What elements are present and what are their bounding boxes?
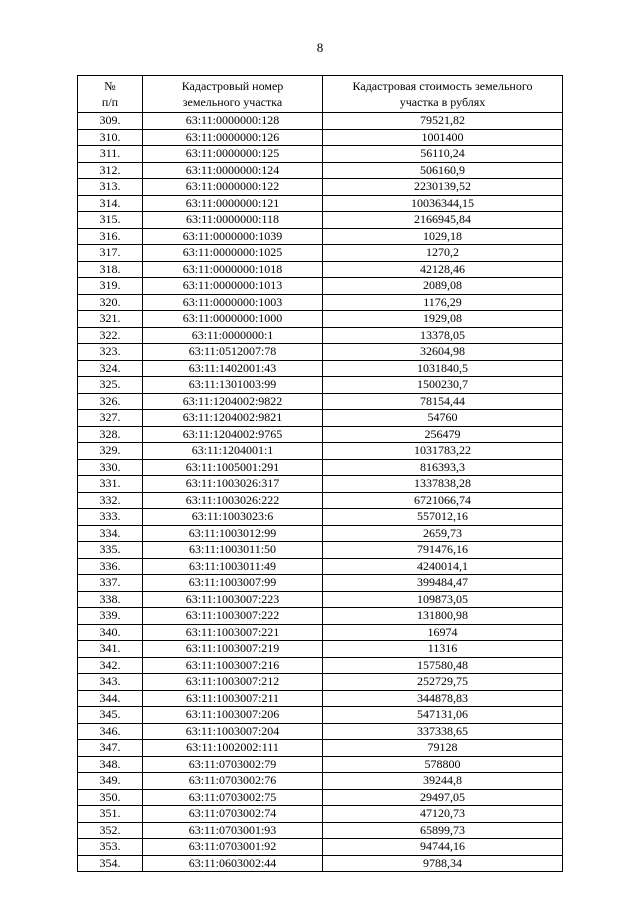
table-row (78, 360, 563, 377)
table-row (78, 822, 563, 839)
row-number-cell: 317. (78, 245, 143, 262)
cadastral-value-cell: 256479 (323, 426, 563, 443)
row-number-cell: 326. (78, 393, 143, 410)
row-number-cell: 331. (78, 476, 143, 493)
cadastral-number-cell: 63:11:1003007:204 (143, 723, 323, 740)
cadastral-number-cell: 63:11:1003026:317 (143, 476, 323, 493)
cadastral-value-cell: 1337838,28 (323, 476, 563, 493)
table-row (78, 641, 563, 658)
table-row (78, 327, 563, 344)
row-number-cell: 337. (78, 575, 143, 592)
row-number-cell: 324. (78, 360, 143, 377)
cadastral-value-cell: 1031840,5 (323, 360, 563, 377)
table-row (78, 756, 563, 773)
cadastral-value-table (77, 75, 563, 872)
row-number-cell: 334. (78, 525, 143, 542)
table-row (78, 443, 563, 460)
table-row (78, 492, 563, 509)
cadastral-value-cell: 9788,34 (323, 855, 563, 872)
row-number-cell: 351. (78, 806, 143, 823)
cadastral-number-cell: 63:11:0000000:1 (143, 327, 323, 344)
table-row (78, 740, 563, 757)
cadastral-number-cell: 63:11:1003007:206 (143, 707, 323, 724)
row-number-cell: 350. (78, 789, 143, 806)
table-row (78, 377, 563, 394)
row-number-cell: 345. (78, 707, 143, 724)
row-number-cell: 332. (78, 492, 143, 509)
cadastral-value-cell: 1029,18 (323, 228, 563, 245)
cadastral-value-cell: 2230139,52 (323, 179, 563, 196)
cadastral-value-cell: 13378,05 (323, 327, 563, 344)
table-row (78, 195, 563, 212)
cadastral-value-cell: 252729,75 (323, 674, 563, 691)
row-number-cell: 319. (78, 278, 143, 295)
cadastral-number-cell: 63:11:0703001:92 (143, 839, 323, 856)
cadastral-number-cell: 63:11:1204002:9821 (143, 410, 323, 427)
cadastral-value-cell: 131800,98 (323, 608, 563, 625)
table-row (78, 245, 563, 262)
table-row (78, 624, 563, 641)
header-line: Кадастровый номер (181, 79, 284, 93)
cadastral-value-cell: 2089,08 (323, 278, 563, 295)
table-row (78, 129, 563, 146)
cadastral-value-cell: 1500230,7 (323, 377, 563, 394)
cadastral-value-cell: 79521,82 (323, 113, 563, 130)
table-row (78, 657, 563, 674)
cadastral-value-cell: 10036344,15 (323, 195, 563, 212)
cadastral-number-cell: 63:11:1003007:223 (143, 591, 323, 608)
cadastral-value-cell: 79128 (323, 740, 563, 757)
cadastral-value-cell: 29497,05 (323, 789, 563, 806)
cadastral-number-cell: 63:11:0000000:122 (143, 179, 323, 196)
row-number-cell: 314. (78, 195, 143, 212)
table-row (78, 509, 563, 526)
table-row (78, 839, 563, 856)
row-number-cell: 321. (78, 311, 143, 328)
row-number-cell: 320. (78, 294, 143, 311)
cadastral-number-cell: 63:11:1204002:9765 (143, 426, 323, 443)
cadastral-number-cell: 63:11:1003026:222 (143, 492, 323, 509)
cadastral-number-cell: 63:11:1003011:50 (143, 542, 323, 559)
row-number-cell: 328. (78, 426, 143, 443)
cadastral-value-cell: 547131,06 (323, 707, 563, 724)
cadastral-number-cell: 63:11:1003007:221 (143, 624, 323, 641)
table-row (78, 608, 563, 625)
row-number-cell: 340. (78, 624, 143, 641)
row-number-cell: 329. (78, 443, 143, 460)
cadastral-number-cell: 63:11:1003012:99 (143, 525, 323, 542)
header-line: п/п (101, 95, 119, 109)
cadastral-value-cell: 1001400 (323, 129, 563, 146)
cadastral-value-cell: 1176,29 (323, 294, 563, 311)
row-number-cell: 348. (78, 756, 143, 773)
table-row (78, 789, 563, 806)
cadastral-value-cell: 94744,16 (323, 839, 563, 856)
cadastral-value-cell: 1270,2 (323, 245, 563, 262)
cadastral-number-cell: 63:11:1204001:1 (143, 443, 323, 460)
row-number-cell: 325. (78, 377, 143, 394)
cadastral-number-cell: 63:11:0000000:125 (143, 146, 323, 163)
cadastral-number-cell: 63:11:1204002:9822 (143, 393, 323, 410)
cadastral-number-cell: 63:11:0000000:124 (143, 162, 323, 179)
table-row (78, 311, 563, 328)
row-number-cell: 341. (78, 641, 143, 658)
cadastral-number-cell: 63:11:1003007:212 (143, 674, 323, 691)
row-number-cell: 309. (78, 113, 143, 130)
cadastral-value-cell: 791476,16 (323, 542, 563, 559)
table-row (78, 707, 563, 724)
table-row (78, 542, 563, 559)
cadastral-number-cell: 63:11:1402001:43 (143, 360, 323, 377)
table-row (78, 558, 563, 575)
cadastral-value-cell: 557012,16 (323, 509, 563, 526)
cadastral-number-cell: 63:11:0000000:1039 (143, 228, 323, 245)
row-number-cell: 318. (78, 261, 143, 278)
row-number-cell: 323. (78, 344, 143, 361)
cadastral-number-cell: 63:11:0000000:1003 (143, 294, 323, 311)
row-number-cell: 313. (78, 179, 143, 196)
table-row (78, 294, 563, 311)
cadastral-number-cell: 63:11:0000000:118 (143, 212, 323, 229)
cadastral-value-cell: 157580,48 (323, 657, 563, 674)
cadastral-number-cell: 63:11:0703001:93 (143, 822, 323, 839)
cadastral-value-cell: 1929,08 (323, 311, 563, 328)
table-row (78, 278, 563, 295)
header-row (78, 76, 563, 113)
cadastral-number-cell: 63:11:1301003:99 (143, 377, 323, 394)
cadastral-value-cell: 47120,73 (323, 806, 563, 823)
table-row (78, 146, 563, 163)
header-line: земельного участка (182, 95, 283, 109)
table-row (78, 344, 563, 361)
header-cadastral-value (323, 76, 563, 113)
cadastral-number-cell: 63:11:0703002:75 (143, 789, 323, 806)
row-number-cell: 330. (78, 459, 143, 476)
cadastral-value-cell: 54760 (323, 410, 563, 427)
cadastral-number-cell: 63:11:1003007:219 (143, 641, 323, 658)
row-number-cell: 352. (78, 822, 143, 839)
cadastral-value-cell: 2166945,84 (323, 212, 563, 229)
row-number-cell: 354. (78, 855, 143, 872)
cadastral-value-cell: 399484,47 (323, 575, 563, 592)
row-number-cell: 315. (78, 212, 143, 229)
header-cadastral-number (143, 76, 323, 113)
table-row (78, 410, 563, 427)
table-row (78, 690, 563, 707)
cadastral-value-cell: 42128,46 (323, 261, 563, 278)
cadastral-value-cell: 4240014,1 (323, 558, 563, 575)
row-number-cell: 349. (78, 773, 143, 790)
cadastral-number-cell: 63:11:1003007:222 (143, 608, 323, 625)
cadastral-number-cell: 63:11:0603002:44 (143, 855, 323, 872)
cadastral-number-cell: 63:11:0000000:1025 (143, 245, 323, 262)
table-row (78, 162, 563, 179)
cadastral-number-cell: 63:11:0000000:1013 (143, 278, 323, 295)
table-row (78, 459, 563, 476)
row-number-cell: 338. (78, 591, 143, 608)
cadastral-value-cell: 578800 (323, 756, 563, 773)
table-row (78, 855, 563, 872)
row-number-cell: 333. (78, 509, 143, 526)
row-number-cell: 335. (78, 542, 143, 559)
row-number-cell: 342. (78, 657, 143, 674)
cadastral-number-cell: 63:11:0000000:1000 (143, 311, 323, 328)
page-number: 8 (316, 40, 324, 55)
row-number-cell: 343. (78, 674, 143, 691)
table-row (78, 806, 563, 823)
row-number-cell: 312. (78, 162, 143, 179)
cadastral-number-cell: 63:11:1003007:211 (143, 690, 323, 707)
table-row (78, 426, 563, 443)
cadastral-value-cell: 16974 (323, 624, 563, 641)
cadastral-number-cell: 63:11:0000000:126 (143, 129, 323, 146)
row-number-cell: 311. (78, 146, 143, 163)
cadastral-value-cell: 32604,98 (323, 344, 563, 361)
row-number-cell: 310. (78, 129, 143, 146)
header-line: участка в рублях (399, 95, 486, 109)
cadastral-number-cell: 63:11:0000000:1018 (143, 261, 323, 278)
cadastral-value-cell: 506160,9 (323, 162, 563, 179)
cadastral-value-cell: 344878,83 (323, 690, 563, 707)
row-number-cell: 344. (78, 690, 143, 707)
table-row (78, 674, 563, 691)
cadastral-number-cell: 63:11:0000000:121 (143, 195, 323, 212)
table-row (78, 591, 563, 608)
table-row (78, 228, 563, 245)
cadastral-number-cell: 63:11:0512007:78 (143, 344, 323, 361)
cadastral-number-cell: 63:11:0703002:76 (143, 773, 323, 790)
cadastral-number-cell: 63:11:1003007:216 (143, 657, 323, 674)
row-number-cell: 346. (78, 723, 143, 740)
cadastral-value-cell: 78154,44 (323, 393, 563, 410)
table-header (78, 76, 563, 113)
row-number-cell: 327. (78, 410, 143, 427)
table-body (78, 113, 563, 872)
cadastral-value-cell: 6721066,74 (323, 492, 563, 509)
cadastral-value-cell: 2659,73 (323, 525, 563, 542)
cadastral-number-cell: 63:11:0703002:79 (143, 756, 323, 773)
table-row (78, 476, 563, 493)
table-row (78, 179, 563, 196)
table-row (78, 212, 563, 229)
cadastral-number-cell: 63:11:0000000:128 (143, 113, 323, 130)
table-row (78, 261, 563, 278)
cadastral-number-cell: 63:11:1002002:111 (143, 740, 323, 757)
table-row (78, 773, 563, 790)
row-number-cell: 347. (78, 740, 143, 757)
table-row (78, 525, 563, 542)
header-row-number (78, 76, 143, 113)
cadastral-number-cell: 63:11:1003011:49 (143, 558, 323, 575)
header-line: Кадастровая стоимость земельного (352, 79, 533, 93)
row-number-cell: 353. (78, 839, 143, 856)
cadastral-value-cell: 11316 (323, 641, 563, 658)
table-row (78, 393, 563, 410)
cadastral-number-cell: 63:11:1005001:291 (143, 459, 323, 476)
table-row (78, 723, 563, 740)
cadastral-value-cell: 816393,3 (323, 459, 563, 476)
table-row (78, 575, 563, 592)
table-row (78, 113, 563, 130)
cadastral-value-cell: 56110,24 (323, 146, 563, 163)
cadastral-value-cell: 1031783,22 (323, 443, 563, 460)
cadastral-value-cell: 109873,05 (323, 591, 563, 608)
cadastral-value-cell: 65899,73 (323, 822, 563, 839)
cadastral-number-cell: 63:11:1003023:6 (143, 509, 323, 526)
header-line: № (104, 79, 116, 93)
cadastral-value-cell: 39244,8 (323, 773, 563, 790)
row-number-cell: 316. (78, 228, 143, 245)
row-number-cell: 339. (78, 608, 143, 625)
cadastral-number-cell: 63:11:1003007:99 (143, 575, 323, 592)
row-number-cell: 322. (78, 327, 143, 344)
cadastral-value-cell: 337338,65 (323, 723, 563, 740)
cadastral-number-cell: 63:11:0703002:74 (143, 806, 323, 823)
row-number-cell: 336. (78, 558, 143, 575)
